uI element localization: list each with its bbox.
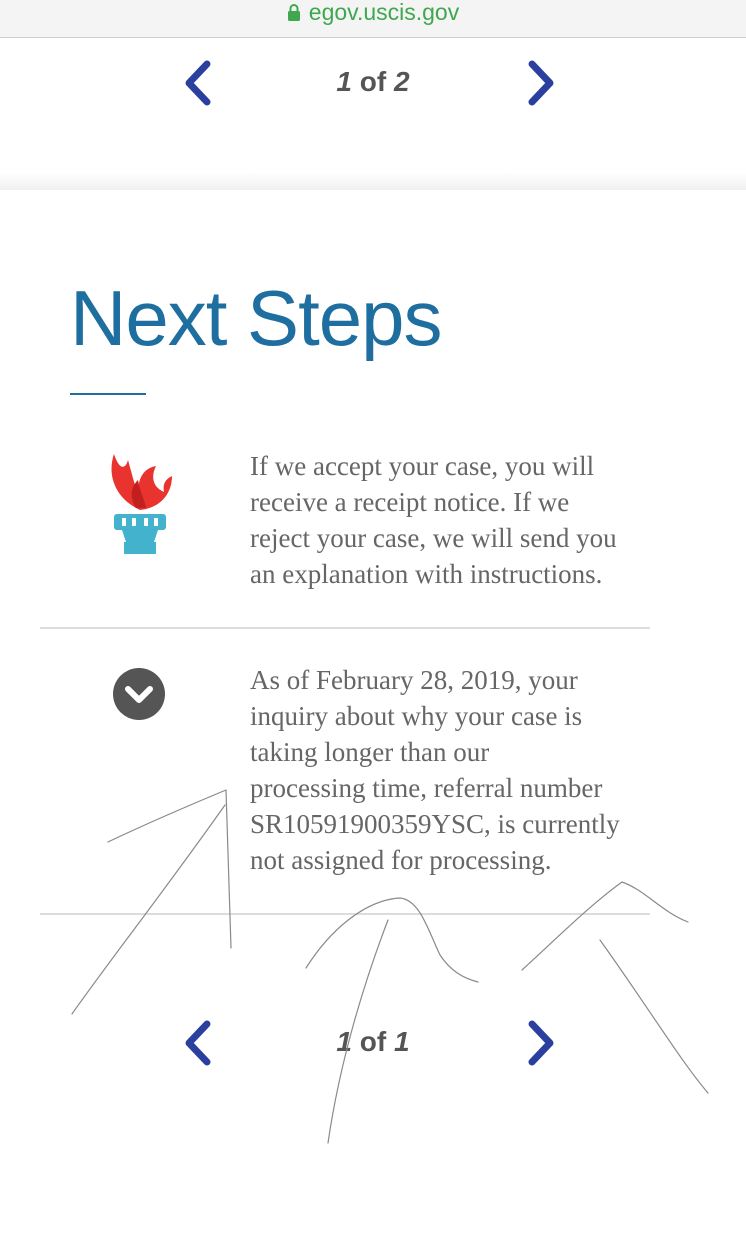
total-pages-number: 1	[394, 1026, 410, 1057]
page-separator: of	[359, 1026, 387, 1057]
next-page-button[interactable]	[521, 1012, 561, 1072]
arrow-head-2	[306, 898, 478, 982]
lock-icon	[287, 3, 301, 21]
chevron-right-icon	[521, 52, 561, 112]
page-separator: of	[359, 66, 387, 97]
step-2-text: As of February 28, 2019, your inquiry about why your case is taking longer than our processing time, referral number SR10591900359YSC, is currently not assigned for processing.	[250, 665, 620, 875]
next-page-button[interactable]	[521, 52, 561, 112]
torch-icon	[100, 448, 180, 560]
arrow-head-1a	[108, 790, 226, 842]
step-1-text: If we accept your case, you will receive a receipt notice. If we reject your case, we will send you an explanation with instructions.	[250, 451, 617, 589]
url-display[interactable]	[0, 0, 746, 26]
arrow-head-3	[522, 882, 688, 970]
bottom-pager	[0, 1012, 746, 1072]
chevron-down-circle-icon[interactable]	[113, 668, 165, 720]
page-indicator	[0, 66, 746, 98]
page-title: Next Steps	[70, 274, 442, 362]
top-pager	[0, 52, 746, 112]
arrow-head-1b	[226, 790, 231, 948]
current-page-number: 1	[336, 1026, 352, 1057]
current-page-number: 1	[336, 66, 352, 97]
arrow-stroke-1	[72, 805, 225, 1014]
title-underline	[70, 393, 146, 395]
url-text: egov.uscis.gov	[308, 0, 460, 25]
chevron-right-icon	[521, 1012, 561, 1072]
step-divider	[40, 627, 650, 629]
page-indicator	[0, 1026, 746, 1058]
section-separator-shadow	[0, 172, 746, 190]
step-divider	[40, 913, 650, 915]
browser-url-bar[interactable]	[0, 0, 746, 38]
total-pages-number: 2	[394, 66, 410, 97]
